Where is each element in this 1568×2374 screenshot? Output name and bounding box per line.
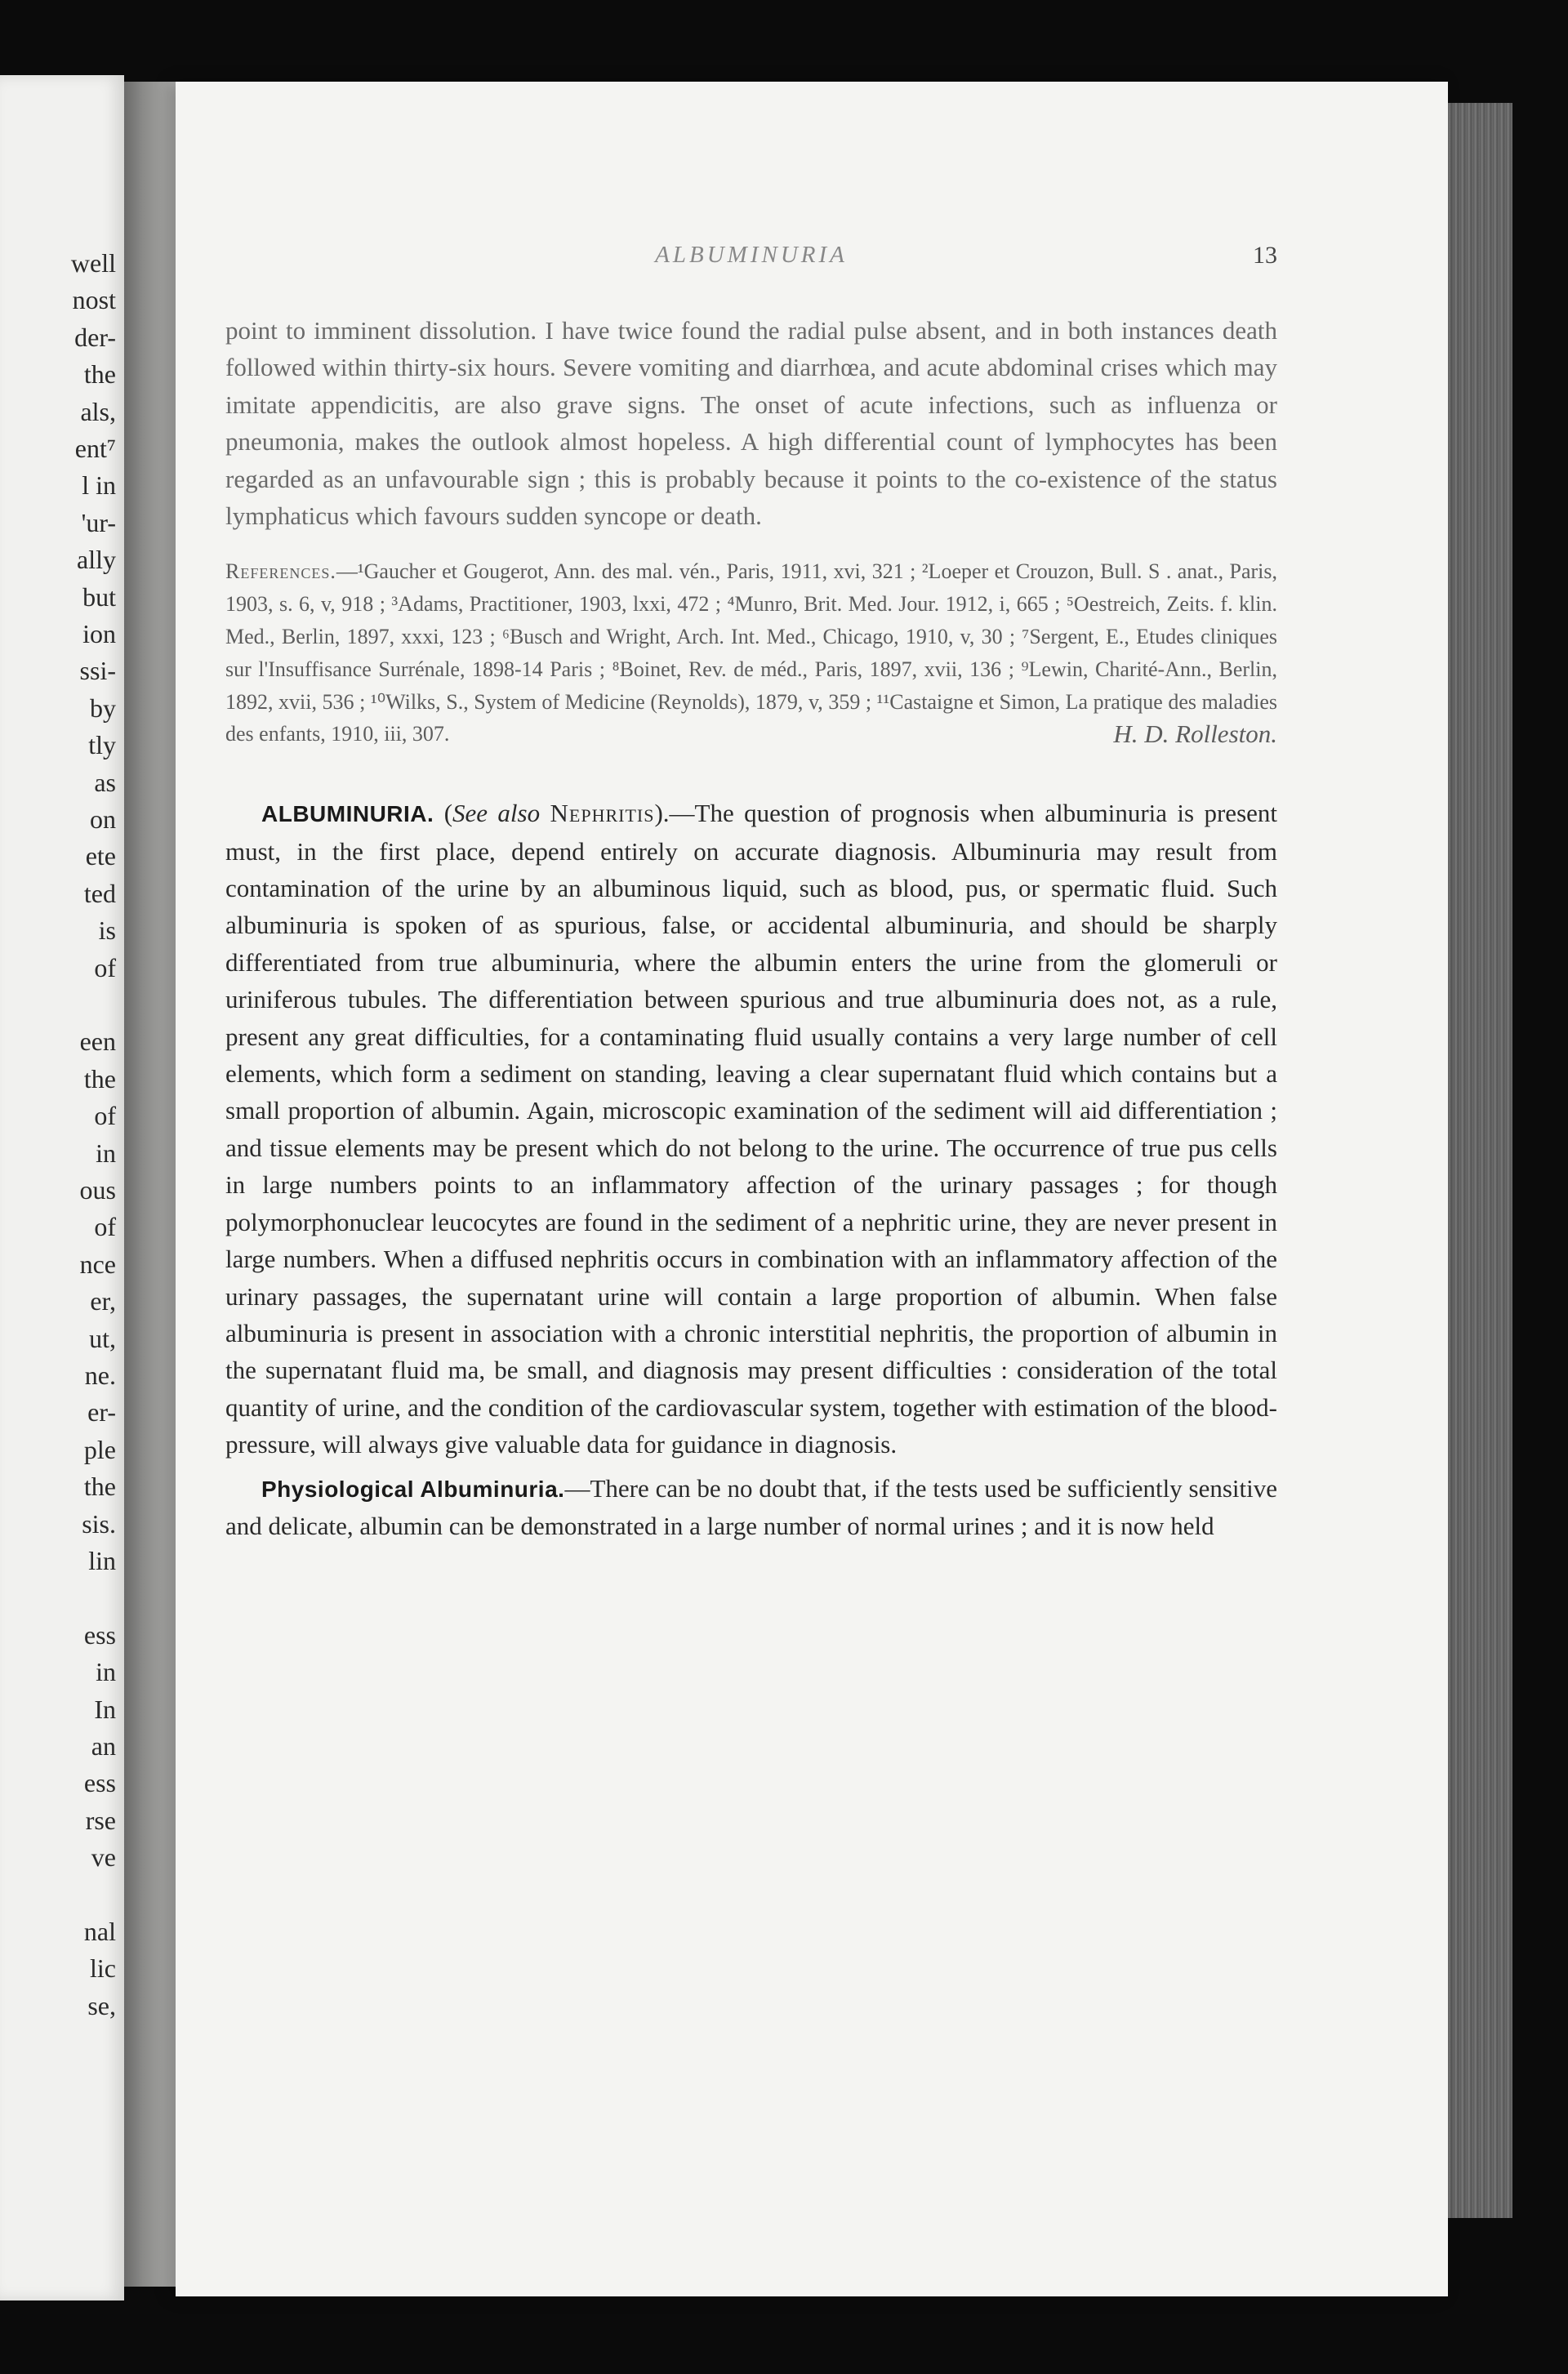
page-edges [1447,103,1512,2218]
left-page-fragment: se, [87,1990,116,2020]
see-also: See also [452,799,541,828]
see-also-target: Nephritis [550,799,655,828]
see-also-open: ( [443,799,453,828]
left-page-fragment: In [94,1694,116,1724]
article-body: —The question of prognosis when albuminuria is present must, in the first place, depend entirely on accurate diagnosis. Albuminuria may result from contamination of the urine by an albuminous liquid, such as blood, pus, or spermatic fluid. Such albuminuria is spoken of as spurious, false, or accidental albuminuria, and should be sharply differentiated from true albuminuria, where the albumin enters the urine from the glomeruli or uriniferous tubules. The differentiation between spurious and true albuminuria does not, as a rule, present any great difficulties, for a contaminating fluid usually contains a very large number of cell elements, which form a sediment on standing, leaving a clear supernatant fluid which contains but a small proportion of albumin. Again, microscopic examination of the sediment will aid differentiation ; and tissue elements may be present which do not belong to the urine. The occurrence of true pus cells in large numbers points to an inflammatory affection of the urinary passages ; for though polymorphonuclear leucocytes are found in the sediment of a nephritic urine, they are never present in large numbers. When a diffused nephritis occurs in combination with an inflammatory affection of the urinary passages, the supernatant urine will contain a large proportion of albumin. When false albuminuria is present in association with a chronic interstitial nephritis, the proportion of albumin in the supernatant fluid ma, be small, and diagnosis may present difficulties : consideration of the total quantity of urine, and the condition of the cardiovascular system, together with estimation of the blood-pressure, will always give valuable data for guidance in diagnosis. [225,799,1278,1459]
left-page-fragment: tly [88,730,116,760]
left-page-fragment: l in [82,470,116,501]
facing-left-page [0,75,124,2301]
left-page-fragment: 'ur- [81,507,116,537]
left-page-fragment: an [91,1731,116,1761]
left-page-fragment: ess [83,1768,116,1798]
left-page-fragment: ple [83,1434,116,1464]
left-page-fragment: ally [77,545,116,575]
left-page-fragment: ssi- [79,656,116,686]
left-page-fragment: of [94,952,116,982]
left-page-fragment: er- [87,1397,116,1428]
left-page-fragment: ion [82,619,116,648]
subsection-heading: Physiological Albuminuria. [261,1476,565,1502]
see-also-close: ). [654,799,670,828]
left-page-fragment: as [94,767,116,797]
left-page-fragment: ous [79,1175,116,1205]
left-page-fragment: er, [90,1286,116,1316]
left-page-fragment: als, [80,396,116,426]
article-heading: ALBUMINURIA. [261,801,434,827]
left-page-fragment: of [94,1212,116,1242]
left-page-fragment: on [90,804,116,834]
left-page-fragment: of [94,1101,116,1131]
subsection-paragraph [225,1470,1277,1545]
left-page-fragment: nost [72,285,116,315]
left-page-fragment: in [96,1657,116,1687]
left-page-fragment: by [90,693,116,723]
left-page-fragment: nce [79,1249,116,1279]
left-page-fragment: nal [83,1917,116,1946]
page-number: 13 [1253,242,1277,269]
left-page-fragment: lin [88,1546,116,1575]
left-page-fragment: is [98,915,116,946]
left-page-fragment: ess [83,1619,116,1650]
left-page-fragment: the [83,359,116,390]
left-page-fragment: ted [83,878,116,908]
left-page-fragment: der- [74,322,116,352]
running-head [225,242,1277,274]
left-page-fragment: well [70,248,116,278]
left-page-fragment: in [96,1138,116,1168]
article-albuminuria [225,795,1277,1544]
continued-paragraph: point to imminent dissolution. I have twice found the radial pulse absent, and in both instances death followed within thirty-six hours. Severe vomiting and diarrhœa, and acute abdominal crises which may imitate appendicitis, are also grave signs. The onset of acute infections, such as influenza or pneumonia, makes the outlook almost hopeless. A high differential count of lymphocytes has been regarded as an unfavourable sign ; this is probably because it points to the co-existence of the status lymphaticus which favours sudden syncope or death. [225,316,1277,531]
left-page-fragment: rse [85,1805,116,1835]
article-paragraph [225,795,1277,1463]
left-page-fragment: ne. [84,1361,116,1390]
author-signature: H. D. Rolleston. [1113,719,1277,749]
running-title: ALBUMINURIA [655,242,848,268]
left-page-fragment: but [82,581,116,612]
references-label: References. [225,559,336,584]
subsection-body: —There can be no doubt that, if the tests used be sufficiently sensitive and delicate, albumin can be demonstrated in a large number of normal urines ; and it is now held [225,1473,1278,1540]
left-page-fragment: the [83,1472,116,1502]
left-page-fragment: ut, [89,1323,116,1353]
left-page-fragment: ent⁷ [74,434,116,463]
left-page-fragment: lic [90,1953,116,1984]
page-content [225,242,1277,1544]
left-page-fragment: een [79,1027,116,1057]
references [225,555,1277,751]
left-page-fragment: ete [85,841,116,871]
references-text: —¹Gaucher et Gougerot, Ann. des mal. vén., Paris, 1911, xvi, 321 ; ²Loeper et Crouzon, Bull. S . anat., Paris, 1903, s. 6, v, 918 ; ³Adams, Practitioner, 1903, lxxi, 472 ; ⁴Munro, Brit. Med. Jour. 1912, i, 665 ; ⁵Oestreich, Zeits. f. klin. Med., Berlin, 1897, xxxi, 123 ; ⁶Busch and Wright, Arch. Int. Med., Chicago, 1910, v, 30 ; ⁷Sergent, E., Etudes cliniques sur l'Insuffisance Surrénale, 1898-14 Paris ; ⁸Boinet, Rev. de méd., Paris, 1897, xvii, 136 ; ⁹Lewin, Charité-Ann., Berlin, 1892, xvii, 536 ; ¹⁰Wilks, S., System of Medicine (Reynolds), 1879, v, 359 ; ¹¹Castaigne et Simon, La pratique des maladies des enfants, 1910, iii, 307. [225,559,1277,746]
left-page-fragment: sis. [82,1508,116,1539]
left-page-fragment: ve [91,1842,116,1873]
left-page-fragment: the [83,1063,116,1093]
